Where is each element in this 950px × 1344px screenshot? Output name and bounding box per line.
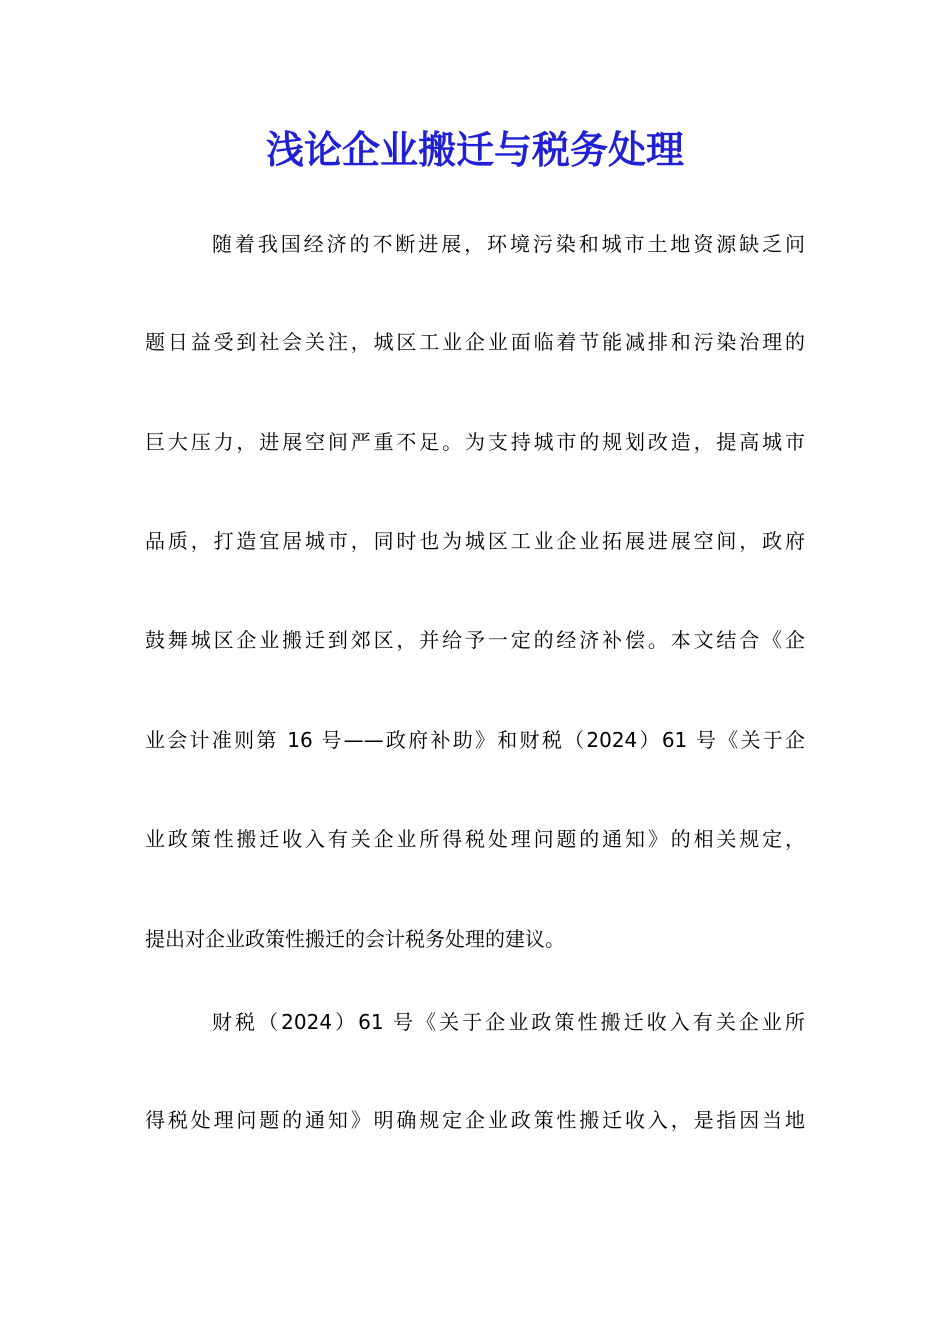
paragraph-1-line-1: 随着我国经济的不断进展，环境污染和城市土地资源缺乏问	[212, 232, 805, 256]
paragraph-1-line-3: 巨大压力，进展空间严重不足。为支持城市的规划改造，提高城市	[145, 430, 805, 454]
paragraph-1-line-2: 题日益受到社会关注，城区工业企业面临着节能减排和污染治理的	[145, 330, 805, 354]
paragraph-1-line-7: 业政策性搬迁收入有关企业所得税处理问题的通知》的相关规定，	[145, 827, 805, 851]
paragraph-2-line-2: 得税处理问题的通知》明确规定企业政策性搬迁收入，是指因当地	[145, 1108, 805, 1132]
paragraph-2-line-1: 财税（2024）61 号《关于企业政策性搬迁收入有关企业所	[212, 1010, 805, 1034]
paragraph-1-line-4: 品质，打造宜居城市，同时也为城区工业企业拓展进展空间，政府	[145, 529, 805, 553]
paragraph-1-line-5: 鼓舞城区企业搬迁到郊区，并给予一定的经济补偿。本文结合《企	[145, 628, 805, 652]
document-title: 浅论企业搬迁与税务处理	[265, 127, 684, 172]
paragraph-1-line-8: 提出对企业政策性搬迁的会计税务处理的建议。	[145, 927, 565, 951]
paragraph-1-line-6: 业会计准则第 16 号——政府补助》和财税（2024）61 号《关于企	[145, 728, 805, 752]
